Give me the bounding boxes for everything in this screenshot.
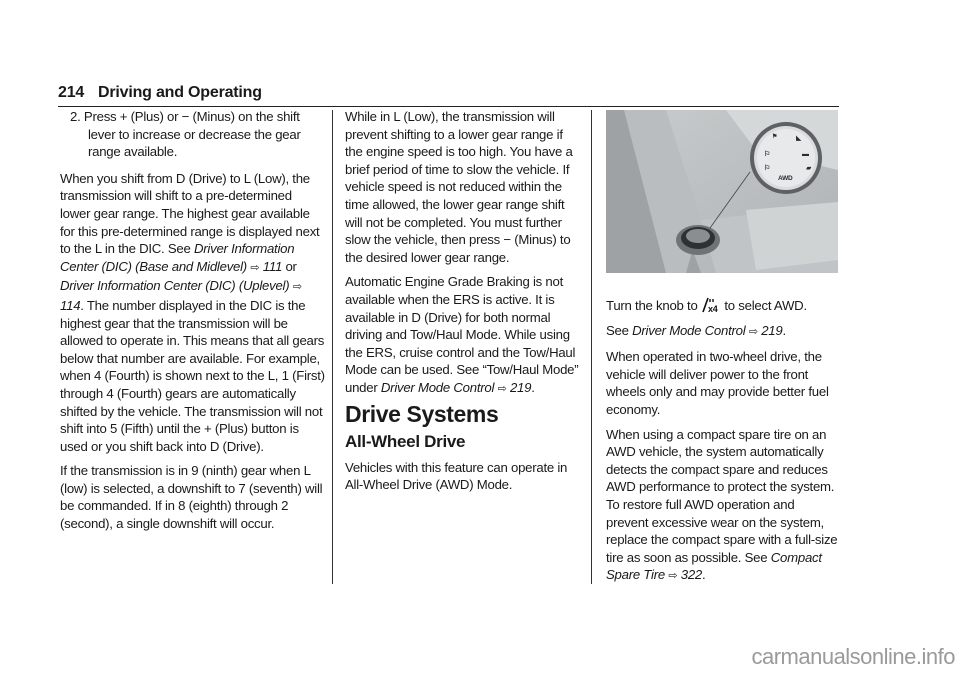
text: See bbox=[606, 322, 633, 338]
cross-reference: Driver Information Center (DIC) (Base and Midlevel) bbox=[60, 241, 295, 274]
awd-mode-icon bbox=[701, 297, 721, 313]
text: . The number displayed in the DIC is the highest gear that the transmission will be allowed to operate in. This means that all gears below that number are available. For example, when 4 (Fourth) is shown next to the L, 1 (First) through 4 (Fourth) gears are automatically shifted by the vehicle. The transmission will not shift into 5 (Fifth) until the + (Plus) button is used or you shift back into D (Drive). bbox=[60, 297, 325, 454]
page-ref-arrow-icon: ⇨ bbox=[292, 281, 302, 294]
subsection-heading: All-Wheel Drive bbox=[345, 432, 466, 452]
svg-text:x4: x4 bbox=[707, 304, 718, 313]
cross-reference: Driver Mode Control bbox=[632, 322, 746, 338]
knob-awd-label: AWD bbox=[778, 175, 793, 182]
svg-text:⚐: ⚐ bbox=[764, 151, 771, 158]
page-ref-arrow-icon: ⇨ bbox=[250, 261, 260, 274]
svg-text:◣: ◣ bbox=[796, 135, 802, 142]
cross-reference: Driver Mode Control bbox=[380, 379, 495, 395]
page-ref-number: 322 bbox=[680, 567, 703, 583]
page-ref-number: 111 bbox=[262, 258, 283, 274]
page-ref-arrow-icon: ⇨ bbox=[497, 382, 507, 395]
column-1 bbox=[60, 108, 325, 540]
paragraph: When operated in two-wheel drive, the vehicle will deliver power to the front wheels only and may provide better fuel economy. bbox=[606, 349, 829, 417]
text: . bbox=[702, 567, 706, 583]
text: When using a compact spare tire on an AWD vehicle, the system automatically detects the compact spare and reduces AWD performance to protect the system. To restore full AWD operation and prevent excessive wear on the system, replace the compact spare with a full-size tire as soon as possible. See bbox=[606, 426, 838, 565]
cross-reference: Driver Information Center (DIC) (Uplevel) bbox=[60, 278, 290, 294]
paragraph bbox=[345, 273, 583, 398]
column-3 bbox=[606, 108, 840, 593]
page-ref-arrow-icon: ⇨ bbox=[668, 570, 678, 583]
text: . bbox=[782, 322, 786, 338]
paragraph bbox=[60, 170, 325, 456]
paragraph: While in L (Low), the transmission will prevent shifting to a lower gear range if the engine speed is too high. You have a brief period of time to slow the vehicle. If vehicle speed is not reduced within the time allowed, the lower gear range shift will not be completed. You must further slow the vehicle, then press − (Minus) to the desired lower gear range. bbox=[345, 109, 573, 265]
text: Automatic Engine Grade Braking is not available when the ERS is active. It is available in D (Drive) for both normal driving and Tow/Haul Mode. While using the ERS, cruise control and the Tow/Haul Mode can be used. See “Tow/Haul Mode” under bbox=[345, 274, 579, 395]
list-number: 2. bbox=[70, 109, 81, 124]
paragraph bbox=[606, 426, 840, 586]
page-number: 214 bbox=[58, 84, 85, 101]
page-ref-number: 219 bbox=[509, 379, 532, 395]
svg-text:▰: ▰ bbox=[806, 165, 812, 172]
svg-text:⚑: ⚑ bbox=[772, 134, 778, 140]
column-divider bbox=[591, 110, 592, 584]
column-divider bbox=[332, 110, 333, 584]
page-header bbox=[58, 84, 839, 107]
text: When you shift from D (Drive) to L (Low), the transmission will shift to a pre-determined lower gear range. The highest gear available for this pre-determined range is displayed next to the L in the DIC. See bbox=[60, 170, 320, 257]
section-title: Driving and Operating bbox=[98, 84, 262, 101]
svg-text:▬: ▬ bbox=[802, 151, 809, 158]
section-heading: Drive Systems bbox=[345, 400, 499, 427]
list-text: Press + (Plus) or − (Minus) on the shift lever to increase or decrease the gear range available. bbox=[83, 109, 301, 160]
svg-text:⚐: ⚐ bbox=[764, 165, 771, 172]
drive-mode-knob-illustration bbox=[606, 110, 838, 273]
paragraph bbox=[606, 297, 840, 315]
list-item-2 bbox=[60, 108, 325, 161]
cross-reference: Compact Spare Tire bbox=[606, 549, 822, 583]
paragraph: Vehicles with this feature can operate in All-Wheel Drive (AWD) Mode. bbox=[345, 459, 568, 493]
page-ref-number: 219 bbox=[761, 322, 783, 338]
text: to select AWD. bbox=[720, 298, 807, 313]
column-2 bbox=[345, 108, 583, 501]
page-ref-arrow-icon: ⇨ bbox=[748, 325, 758, 338]
watermark: carmanualsonline.info bbox=[751, 644, 955, 669]
text: or bbox=[282, 258, 297, 274]
paragraph bbox=[606, 322, 840, 342]
text: . bbox=[531, 379, 535, 395]
page-ref-number: 114 bbox=[60, 297, 81, 313]
text: Turn the knob to bbox=[606, 298, 701, 313]
paragraph: If the transmission is in 9 (ninth) gear when L (low) is selected, a downshift to 7 (seventh) will be commanded. If in 8 (eighth) through 2 (second), a single downshift will occur. bbox=[60, 463, 323, 532]
